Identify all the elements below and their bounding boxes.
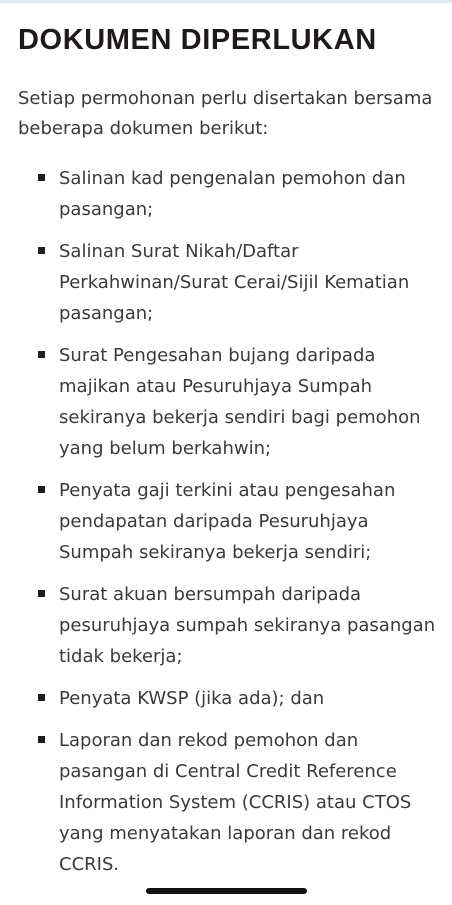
list-item-text: Surat akuan bersumpah daripada pesuruhjaya sumpah sekiranya pasangan tidak bekerja; — [59, 584, 436, 667]
list-item-text: Laporan dan rekod pemohon dan pasangan di Central Credit Reference Information System (CCRIS) atau CTOS yang menyatakan laporan dan rekod CCRIS. — [59, 730, 412, 875]
list-item-text: Salinan Surat Nikah/Daftar Perkahwinan/Surat Cerai/Sijil Kematian pasangan; — [59, 241, 410, 324]
document-list — [0, 163, 452, 891]
list-item — [0, 236, 452, 329]
list-item-text: Salinan kad pengenalan pemohon dan pasangan; — [59, 168, 406, 220]
list-item — [0, 579, 452, 672]
square-bullet-icon — [38, 174, 45, 181]
square-bullet-icon — [38, 247, 45, 254]
list-item — [0, 340, 452, 464]
list-item — [0, 163, 452, 225]
list-item — [0, 475, 452, 568]
top-edge-divider — [0, 0, 452, 3]
square-bullet-icon — [38, 486, 45, 493]
page-title: DOKUMEN DIPERLUKAN — [18, 24, 377, 56]
square-bullet-icon — [38, 694, 45, 701]
square-bullet-icon — [38, 736, 45, 743]
list-item-text: Penyata KWSP (jika ada); dan — [59, 688, 325, 709]
list-item-text: Penyata gaji terkini atau pengesahan pendapatan daripada Pesuruhjaya Sumpah sekiranya bekerja sendiri; — [59, 480, 396, 563]
list-item-text: Surat Pengesahan bujang daripada majikan atau Pesuruhjaya Sumpah sekiranya bekerja sendiri bagi pemohon yang belum berkahwin; — [59, 345, 421, 459]
square-bullet-icon — [38, 351, 45, 358]
home-indicator-bar[interactable] — [146, 888, 307, 894]
list-item — [0, 683, 452, 714]
intro-text: Setiap permohonan perlu disertakan bersama beberapa dokumen berikut: — [18, 88, 433, 139]
list-item — [0, 725, 452, 880]
square-bullet-icon — [38, 590, 45, 597]
